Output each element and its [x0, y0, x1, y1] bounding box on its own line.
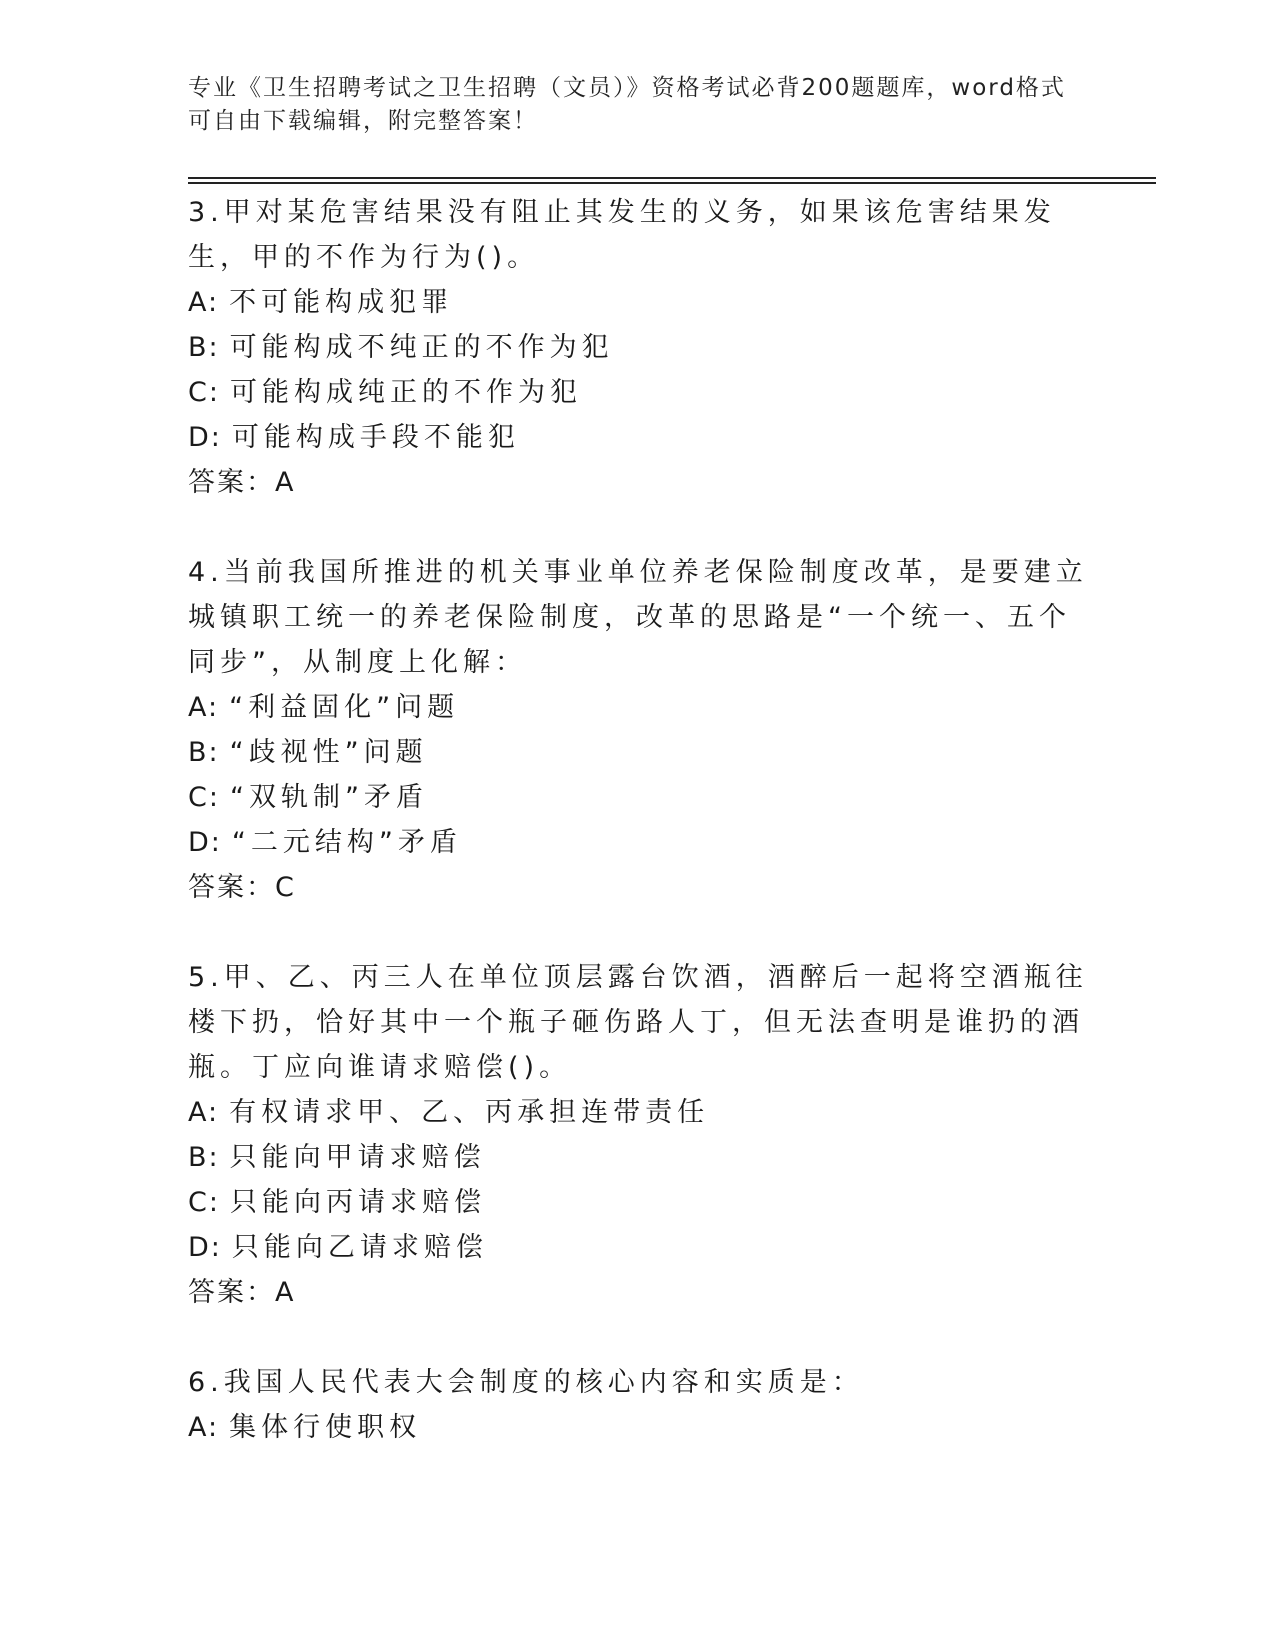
option-letter: B: [188, 737, 220, 768]
option-letter: A: [188, 1097, 220, 1128]
option-letter: B: [188, 1142, 220, 1173]
answer: 答案：C [188, 872, 296, 903]
header-divider-top [188, 177, 1156, 179]
option-text: 有权请求甲、乙、丙承担连带责任 [229, 1097, 710, 1128]
option-d [188, 1225, 1088, 1270]
option-a [188, 685, 1088, 730]
document-header: 专业《卫生招聘考试之卫生招聘（文员）》资格考试必背200题题库，word格式可自由下载编辑，附完整答案！ [188, 75, 1066, 134]
question-4 [188, 550, 1088, 911]
option-letter: D: [188, 1232, 222, 1263]
option-a [188, 280, 1088, 325]
option-c [188, 775, 1088, 820]
option-letter: B: [188, 332, 220, 363]
question-stem: 6.我国人民代表大会制度的核心内容和实质是： [188, 1367, 864, 1398]
option-letter: D: [188, 827, 222, 858]
option-c [188, 1180, 1088, 1225]
option-letter: A: [188, 287, 220, 318]
option-letter: D: [188, 422, 222, 453]
option-letter: C: [188, 377, 220, 408]
option-b [188, 730, 1088, 775]
question-list [188, 190, 1088, 1494]
option-text: 只能向乙请求赔偿 [231, 1232, 488, 1263]
option-a [188, 1405, 1088, 1450]
question-6 [188, 1360, 1088, 1450]
question-stem: 4.当前我国所推进的机关事业单位养老保险制度改革，是要建立城镇职工统一的养老保险制度，改革的思路是“一个统一、五个同步”，从制度上化解： [188, 557, 1088, 678]
question-3 [188, 190, 1088, 506]
header-divider-bottom [188, 182, 1156, 184]
question-stem: 3.甲对某危害结果没有阻止其发生的义务，如果该危害结果发生，甲的不作为行为()。 [188, 197, 1056, 273]
option-d [188, 415, 1088, 460]
option-letter: A: [188, 1412, 220, 1443]
option-a [188, 1090, 1088, 1135]
option-d [188, 820, 1088, 865]
answer: 答案：A [188, 467, 296, 498]
option-text: 集体行使职权 [229, 1412, 422, 1443]
option-text: “歧视性”问题 [229, 737, 428, 768]
option-letter: C: [188, 1187, 220, 1218]
option-text: “二元结构”矛盾 [231, 827, 462, 858]
option-letter: C: [188, 782, 220, 813]
answer: 答案：A [188, 1277, 296, 1308]
question-5 [188, 955, 1088, 1316]
option-letter: A: [188, 692, 220, 723]
option-text: 只能向甲请求赔偿 [229, 1142, 486, 1173]
question-stem: 5.甲、乙、丙三人在单位顶层露台饮酒，酒醉后一起将空酒瓶往楼下扔，恰好其中一个瓶子砸伤路人丁，但无法查明是谁扔的酒瓶。丁应向谁请求赔偿()。 [188, 962, 1088, 1083]
option-c [188, 370, 1088, 415]
option-text: 可能构成不纯正的不作为犯 [229, 332, 614, 363]
option-text: 不可能构成犯罪 [229, 287, 454, 318]
option-b [188, 325, 1088, 370]
option-b [188, 1135, 1088, 1180]
option-text: 可能构成纯正的不作为犯 [229, 377, 582, 408]
option-text: 可能构成手段不能犯 [231, 422, 520, 453]
option-text: “利益固化”问题 [229, 692, 460, 723]
option-text: 只能向丙请求赔偿 [229, 1187, 486, 1218]
option-text: “双轨制”矛盾 [229, 782, 428, 813]
